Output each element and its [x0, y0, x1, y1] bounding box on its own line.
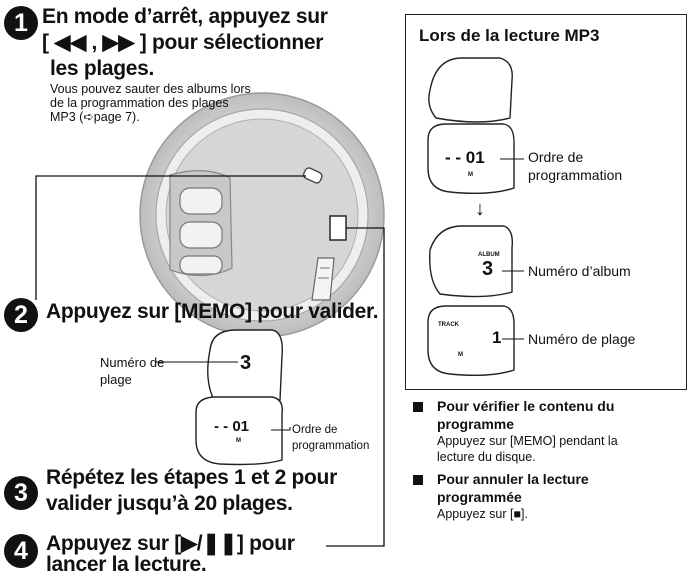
mp3-album-label: Numéro d’album — [528, 263, 631, 279]
step-1-number: 1 — [4, 6, 38, 40]
step-1-note-line2: de la programmation des plages — [50, 96, 229, 110]
step2-track-label-line1: Numéro de — [100, 355, 165, 370]
bullet-2-square — [413, 475, 423, 485]
bullet-2-head-line1: Pour annuler la lecture — [437, 471, 589, 487]
step2-order-sub: M — [236, 438, 241, 444]
step2-track-value: 3 — [240, 352, 252, 374]
mp3-box-title: Lors de la lecture MP3 — [419, 26, 600, 45]
step-3-line1: Répétez les étapes 1 et 2 pour — [46, 466, 337, 489]
mp3-track-sub: M — [458, 352, 463, 358]
bullet-1-text-line2: lecture du disque. — [437, 450, 536, 464]
bullet-2-text-line1: Appuyez sur [■]. — [437, 507, 528, 521]
mp3-album-tag: ALBUM — [478, 252, 500, 258]
step-4-line2: lancer la lecture. — [46, 553, 207, 576]
step-4-number: 4 — [4, 534, 38, 568]
step-1-note-line3: MP3 (➪page 7). — [50, 110, 140, 124]
bullet-1-head-line1: Pour vérifier le contenu du — [437, 398, 615, 414]
bullet-1-text-line1: Appuyez sur [MEMO] pendant la — [437, 434, 618, 448]
step-4-line1: Appuyez sur [▶/❚❚] pour — [46, 532, 295, 555]
bullet-1-square — [413, 402, 423, 412]
mp3-track-value: 1 — [492, 328, 502, 347]
mp3-order-label-line2: programmation — [528, 167, 623, 183]
step-1-line3: les plages. — [50, 57, 155, 80]
step-1-note-line1: Vous pouvez sauter des albums lors — [50, 82, 251, 96]
mp3-track-label: Numéro de plage — [528, 331, 636, 347]
mp3-track-tag: TRACK — [438, 322, 459, 328]
step-3-number: 3 — [4, 476, 38, 510]
mp3-album-value: 3 — [482, 258, 494, 280]
step-1-line1: En mode d’arrêt, appuyez sur — [42, 5, 328, 28]
bullet-1-head-line2: programme — [437, 416, 515, 432]
step2-order-label-line1: Ordre de — [292, 424, 338, 436]
step-3-line2: valider jusqu’à 20 plages. — [46, 492, 293, 515]
step-2-line1: Appuyez sur [MEMO] pour valider. — [46, 300, 379, 323]
mp3-order-label-line1: Ordre de — [528, 149, 584, 165]
step2-display-drawing — [156, 330, 290, 465]
down-arrow-icon: ↓ — [475, 198, 485, 220]
step2-track-label-line2: plage — [100, 372, 132, 387]
mp3-order-value: - - 01 — [445, 148, 485, 167]
step2-order-value: - - 01 — [214, 418, 250, 435]
mp3-order-sub: M — [468, 172, 473, 178]
step2-order-label-line2: programmation — [292, 440, 370, 452]
step-1-line2: [ ◀◀ , ▶▶ ] pour sélectionner — [42, 31, 324, 54]
step-2-number: 2 — [4, 298, 38, 332]
bullet-2-head-line2: programmée — [437, 489, 522, 505]
